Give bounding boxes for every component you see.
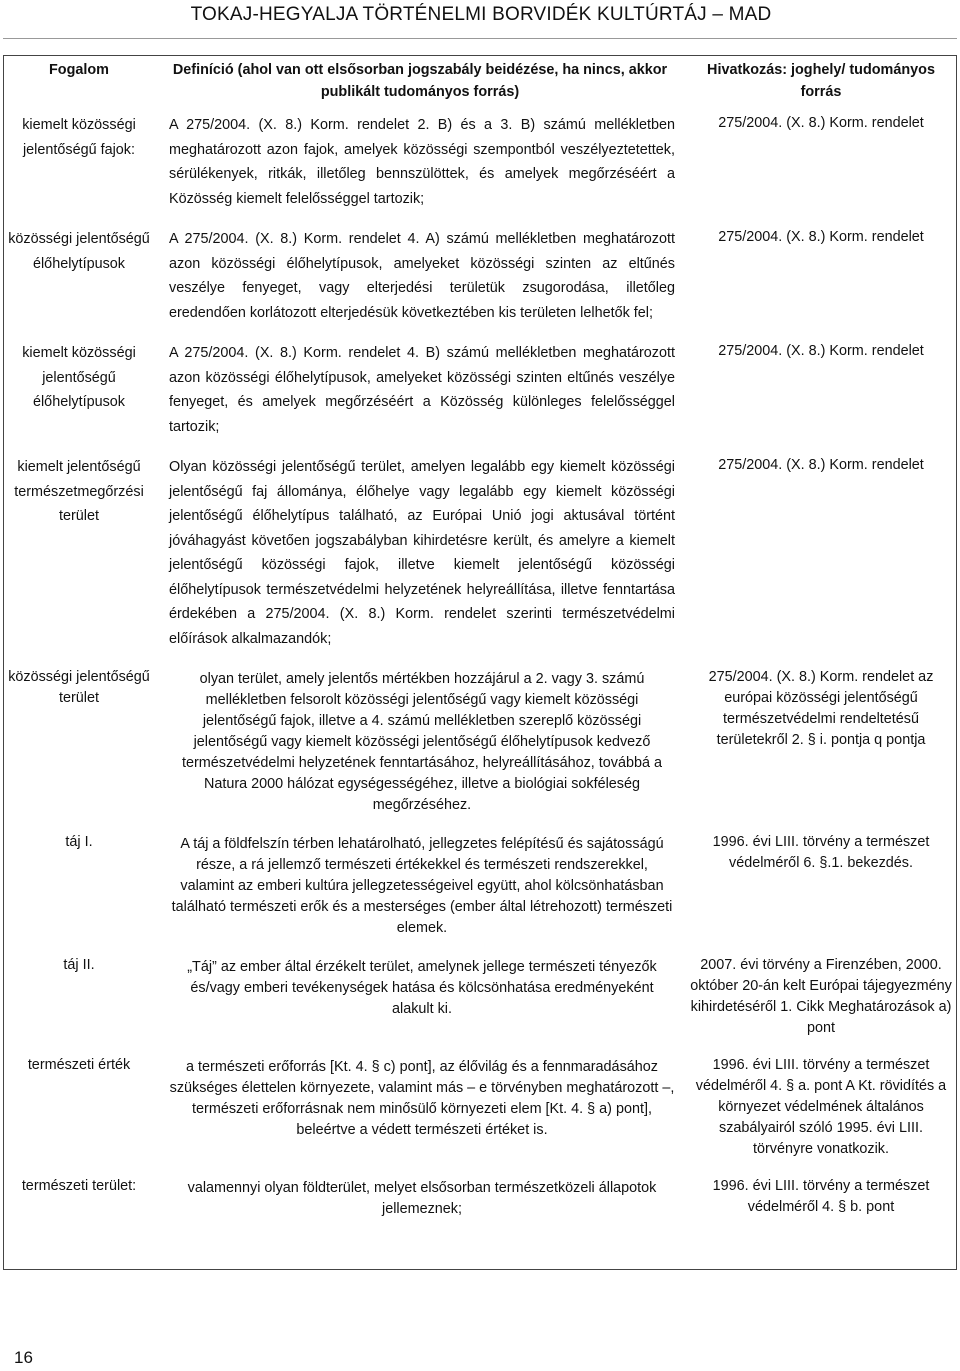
term-cell: közösségi jelentőségű terület xyxy=(8,669,150,706)
term-cell: kiemelt közösségi jelentőségű fajok: xyxy=(22,117,136,158)
column-header-term: Fogalom xyxy=(49,62,109,78)
term-cell: természeti terület: xyxy=(21,1178,137,1194)
table-row xyxy=(3,1051,957,1172)
definition-cell: a természeti erőforrás [Kt. 4. § c) pont], az élővilág és a fennmaradásához szükséges élettelen környezete, valamint más – e törvényben meghatározott –, természeti erőforrásnak nem minősülő környezeti elem [Kt. 4. § a) pont], beleértve a védett természeti értéket is. xyxy=(169,1059,675,1138)
definition-cell: valamennyi olyan földterület, melyet elsősorban természetközeli állapotok jellemeznek; xyxy=(187,1180,657,1217)
table-header-row xyxy=(3,55,957,109)
table-row xyxy=(3,951,957,1051)
term-cell: kiemelt közösségi jelentőségű élőhelytípusok xyxy=(22,345,136,410)
reference-cell: 275/2004. (X. 8.) Korm. rendelet xyxy=(718,457,924,473)
definition-cell: A 275/2004. (X. 8.) Korm. rendelet 4. B) számú mellékletben meghatározott azon közösségi élőhelytípusok, amelyeket közösségi szinten eltűnés veszélye fenyeget, és amelyek megőrzéséért a Közösség különleges felelősséggel tartozik; xyxy=(169,345,675,435)
glossary-table xyxy=(3,55,957,1232)
term-cell: kiemelt jelentőségű természetmegőrzési terület xyxy=(14,459,144,524)
reference-cell: 275/2004. (X. 8.) Korm. rendelet xyxy=(718,115,924,131)
page-number: 16 xyxy=(14,1348,33,1367)
reference-cell: 2007. évi törvény a Firenzében, 2000. október 20-án kelt Európai tájegyezmény kihirdetéséről 1. Cikk Meghatározások a) pont xyxy=(690,957,952,1036)
page-header-title: TOKAJ-HEGYALJA TÖRTÉNELMI BORVIDÉK KULTÚRTÁJ – MAD xyxy=(190,4,772,25)
term-cell: természeti érték xyxy=(27,1057,131,1073)
table-row xyxy=(3,663,957,828)
definition-cell: „Táj” az ember által érzékelt terület, amelynek jellege természeti tényezők és/vagy emberi tevékenységek hatása és kölcsönhatása eredményeként alakult ki. xyxy=(187,959,657,1017)
reference-cell: 275/2004. (X. 8.) Korm. rendelet xyxy=(718,229,924,245)
column-header-reference: Hivatkozás: joghely/ tudományos forrás xyxy=(707,62,935,100)
definition-cell: A 275/2004. (X. 8.) Korm. rendelet 2. B) és a 3. B) számú mellékletben meghatározott azon fajok, amelyek közösségi szempontból veszélyeztetettek, sérülékenyek, ritkák, illetőleg bennszülöttek, és amelyek megőrzéséért a Közösség kiemelt felelősséggel tartozik; xyxy=(169,117,675,207)
definition-cell: olyan terület, amely jelentős mértékben hozzájárul a 2. vagy 3. számú mellékletben felsorolt közösségi jelentőségű vagy kiemelt közösségi jelentőségű fajok, illetve a 4. számú mellékletben szereplő közösségi jelentőségű vagy kiemelt közösségi jelentőségű élőhelytípusok kedvező természetvédelmi helyzetének fenntartásához, helyreállításához, továbbá a Natura 2000 hálózat egységességéhez, illetve a biológiai sokféleség megőrzéséhez. xyxy=(182,671,662,813)
reference-cell: 275/2004. (X. 8.) Korm. rendelet az európai közösségi jelentőségű természetvédelmi rendeltetésű területekről 2. § i. pontja q pontja xyxy=(708,669,934,748)
term-cell: közösségi jelentőségű élőhelytípusok xyxy=(8,231,150,272)
table-row xyxy=(3,1172,957,1232)
reference-cell: 1996. évi LIII. törvény a természet védelméről 4. § a. pont A Kt. rövidítés a környezet védelmének általános szabályairól szóló 1995. évi LIII. törvényre vonatkozik. xyxy=(695,1057,947,1157)
definition-cell: A táj a földfelszín térben lehatárolható, jellegzetes felépítésű és sajátosságú része, a rá jellemző természeti értékekkel és természeti rendszerekkel, valamint az emberi kultúra jellegzetességeivel együtt, ahol kölcsönhatásban található természeti erők és a mesterséges (ember által létrehozott) természeti elemek. xyxy=(171,836,673,936)
definition-cell: Olyan közösségi jelentőségű terület, amelyen legalább egy kiemelt közösségi jelentőségű faj állománya, élőhelye vagy legalább egy kiemelt közösségi jelentőségű élőhelytípus található, az Európai Unió jogi aktusával történt jóváhagyást követően jogszabályban kihirdetésre került, és amelyre a kiemelt jelentőségű közösségi fajok, illetve kiemelt jelentőségű közösségi élőhelytípusok természetvédelmi helyzetének helyreállítása, illetve fenntartása érdekében a 275/2004. (X. 8.) Korm. rendelet szerinti természetvédelmi előírások alkalmazandók; xyxy=(169,459,675,647)
header-divider xyxy=(3,38,957,39)
column-header-definition: Definíció (ahol van ott elsősorban jogszabály beidézése, ha nincs, akkor publikált tudományos forrás) xyxy=(172,62,668,100)
table-row xyxy=(3,828,957,951)
reference-cell: 275/2004. (X. 8.) Korm. rendelet xyxy=(718,343,924,359)
table-row xyxy=(3,451,957,663)
table-row xyxy=(3,337,957,451)
term-cell: táj II. xyxy=(63,957,95,973)
definition-cell: A 275/2004. (X. 8.) Korm. rendelet 4. A) számú mellékletben meghatározott azon közösségi élőhelytípusok, amelyeket közösségi szinten az eltűnés veszélye fenyeget, vagy elterjedési területük zsugorodása, illetőleg eredendően korlátozott elterjedésük következtében kis területen lelhetők fel; xyxy=(169,231,675,321)
reference-cell: 1996. évi LIII. törvény a természet védelméről 6. §.1. bekezdés. xyxy=(712,834,930,871)
reference-cell: 1996. évi LIII. törvény a természet védelméről 4. § b. pont xyxy=(712,1178,930,1215)
term-cell: táj I. xyxy=(65,834,93,850)
table-row xyxy=(3,109,957,223)
table-row xyxy=(3,223,957,337)
